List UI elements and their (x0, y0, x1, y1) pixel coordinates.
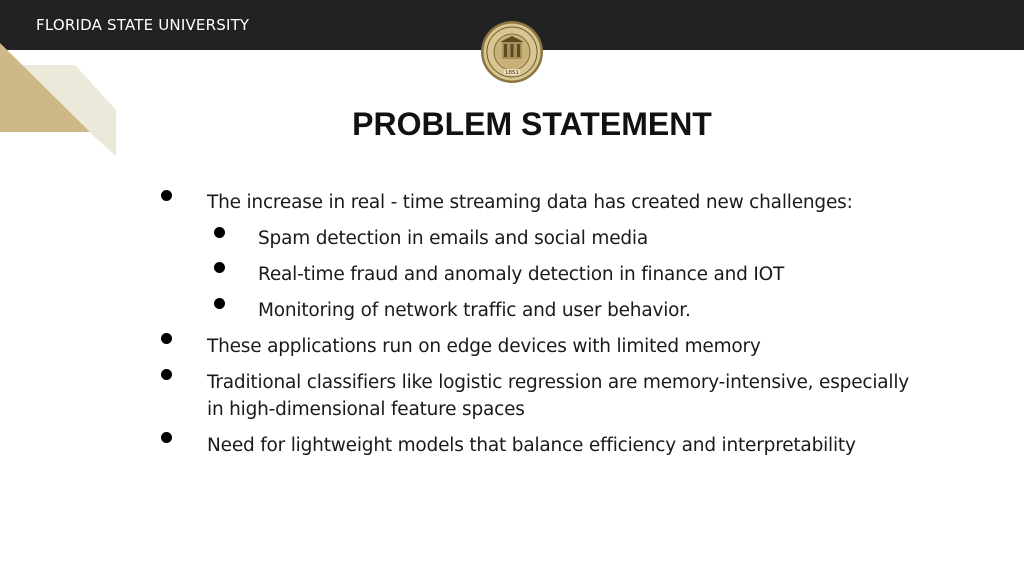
bullet-dot (161, 333, 172, 344)
sub-bullet-text: Monitoring of network traffic and user behavior. (258, 300, 691, 321)
bullet-text: Traditional classifiers like logistic regression are memory-intensive, especially (207, 372, 910, 393)
university-name: FLORIDA STATE UNIVERSITY (36, 16, 250, 34)
sub-bullet-dot (214, 298, 225, 309)
seal-year: 1851 (505, 70, 519, 76)
bullet-text: The increase in real - time streaming data has created new challenges: (207, 192, 853, 213)
sub-bullet-dot (214, 262, 225, 273)
slide-title: PROBLEM STATEMENT (352, 106, 712, 142)
bullet-text-continuation: in high-dimensional feature spaces (207, 399, 525, 420)
bullet-text: Need for lightweight models that balance efficiency and interpretability (207, 435, 856, 456)
bullet-dot (161, 369, 172, 380)
bullet-dot (161, 432, 172, 443)
sub-bullet-dot (214, 227, 225, 238)
sub-bullet-text: Spam detection in emails and social media (258, 228, 648, 249)
bullet-dot (161, 190, 172, 201)
sub-bullet-text: Real-time fraud and anomaly detection in finance and IOT (258, 264, 785, 285)
bullet-text: These applications run on edge devices with limited memory (207, 336, 761, 357)
